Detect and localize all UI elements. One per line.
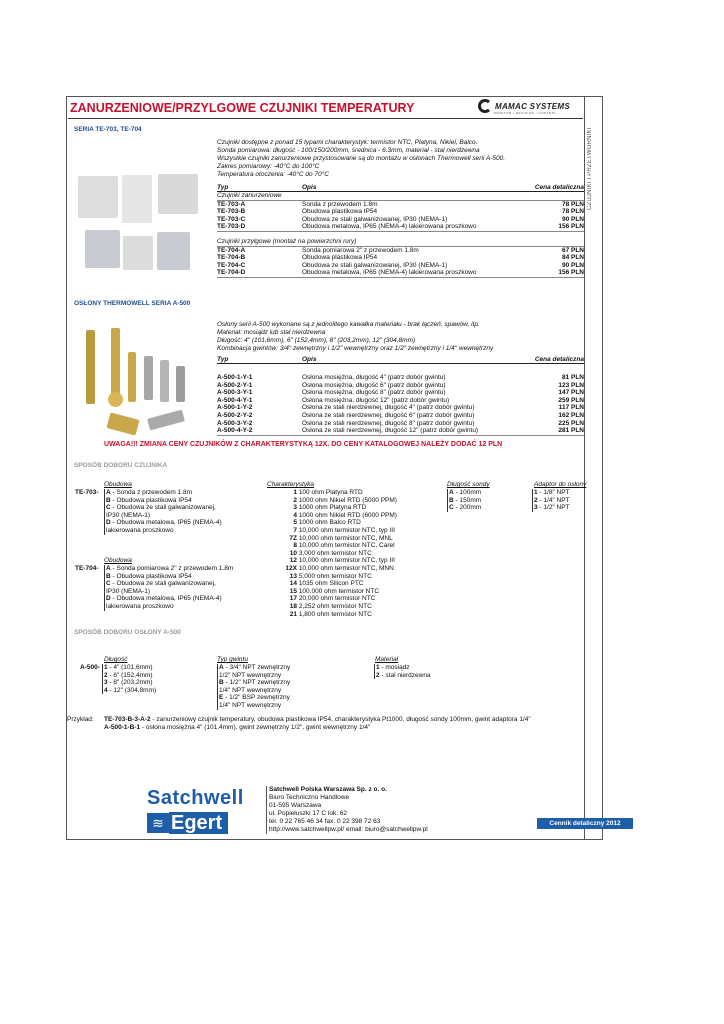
group-label: Czujniki przylgowe (montaż na powierzchni rury) — [217, 238, 584, 247]
sensor-photo-3 — [158, 174, 198, 214]
option-text: - Obudowa metalowa, IP65 (NEMA-4) — [110, 519, 222, 527]
option-text: - Obudowa ze stali galwanizowanej, — [110, 580, 216, 588]
cell-opis: Obudowa metalowa, IP65 (NEMA-4) lakierowana proszkowo — [302, 269, 477, 277]
table-row — [217, 420, 584, 428]
characteristic-text: 2,252 ohm termistor NTC — [298, 602, 372, 610]
well-length-item — [104, 672, 156, 680]
material-code: 1 — [376, 664, 380, 671]
thread-text: 1/4" NPT wewnętrzny — [219, 686, 282, 694]
characteristics-list — [280, 489, 397, 618]
option-text: - Sonda pomiarowa 2" z przewodem 1.8m — [110, 565, 234, 572]
address-line: 01-595 Warszawa — [269, 802, 322, 809]
characteristic-text: 3,000 ohm termistor NTC — [298, 549, 372, 557]
cell-typ: TE-703-B — [217, 208, 246, 216]
characteristic-code: 5 — [293, 519, 297, 527]
col-typ: Typ — [217, 356, 229, 363]
characteristic-item — [280, 542, 397, 550]
intro-line: Czujniki dostępne z ponad 15 typami charakterystyk: termistor NTC, Platyna, Nikiel, Balco. — [217, 139, 478, 146]
option-item — [106, 527, 222, 535]
cell-typ: A-500-1-Y-1 — [217, 374, 253, 381]
thread-text: - 1/2" NPT zewnętrzny — [223, 679, 291, 687]
characteristic-code: 7 — [293, 526, 297, 534]
option-text: - Obudowa plastikowa IP54 — [110, 572, 192, 580]
option-code: C — [106, 504, 111, 512]
characteristic-text: 100,000 ohm termistor NTC — [298, 587, 380, 595]
table-row — [217, 269, 584, 278]
option-text: IP30 (NEMA-1) — [106, 511, 151, 519]
characteristic-text: 1000 ohm Nikiel RTD (6000 PPM) — [298, 511, 397, 519]
mamac-logo-tagline: MONITOR • DECISION • CONTROL — [494, 111, 557, 115]
thread-code: E — [219, 694, 224, 702]
cell-typ: A-500-4-Y-2 — [217, 427, 253, 435]
characteristic-item — [280, 595, 397, 603]
option-code: B — [106, 572, 111, 580]
adaptor-code: 3 — [534, 504, 538, 512]
table-row — [217, 262, 584, 270]
characteristic-code: 12X — [285, 564, 297, 572]
cell-opis: Obudowa metalowa, IP65 (NEMA-4) lakierowana proszkowo — [302, 223, 477, 231]
table-row — [217, 389, 584, 397]
characteristic-text: 1000 ohm Nikiel RTD (5000 PPM) — [298, 496, 397, 504]
cell-typ: A-500-4-Y-1 — [217, 396, 253, 404]
well-length-code: 3 — [104, 679, 108, 687]
thread-text: - 3/4" NPT zewnętrzny — [223, 664, 291, 671]
characteristic-code: 7Z — [289, 534, 297, 542]
well-length-text: - 12" (304,8mm) — [107, 686, 157, 694]
thermowell-photo-4 — [128, 352, 136, 402]
cell-cena: 147 PLN — [558, 389, 584, 397]
characteristic-text: 100 ohm Platyna RTD — [298, 489, 363, 496]
cell-typ: TE-704-C — [217, 261, 246, 269]
col-cena: Cena detaliczna — [534, 356, 584, 363]
characteristic-text: 1,800 ohm termistor NTC — [298, 610, 372, 618]
characteristic-item — [280, 497, 397, 505]
length-code: A — [449, 489, 454, 496]
option-code: C — [106, 580, 111, 588]
characteristic-code: 13 — [289, 572, 297, 580]
option-text: lakierowana proszkowo — [106, 526, 174, 534]
table-header — [217, 184, 584, 192]
table-row — [217, 254, 584, 262]
characteristic-item — [280, 588, 397, 596]
option-item — [106, 580, 233, 588]
adaptor-header — [534, 481, 586, 489]
cell-cena: 281 PLN — [558, 427, 584, 435]
thread-text: - 1/2" BSP zewnętrzny — [223, 694, 290, 702]
length-text: - 200mm — [453, 504, 482, 512]
option-item — [106, 504, 222, 512]
thread-code: B — [219, 679, 224, 687]
characteristic-item — [280, 557, 397, 565]
thread-item — [219, 672, 290, 680]
characteristic-code: 2 — [293, 496, 297, 504]
probe-length-list — [447, 489, 481, 512]
characteristic-text: 1000 ohm Balco RTD — [298, 519, 361, 527]
length-code: B — [449, 496, 454, 504]
intro-line: Kombinacja gwintów: 3/4" zewnętrzny i 1/2" wewnętrzny oraz 1/2" zewnętrzny i 1/4" wewnętrzny — [217, 345, 494, 352]
option-item — [106, 573, 233, 581]
col-typ: Typ — [217, 184, 229, 191]
intro-line: Sonda pomiarowa: długość - 100/150/200mm, średnica - 6.3mm, materiał - stal nierdzewna — [217, 147, 480, 154]
col-opis: Opis — [302, 356, 317, 363]
cell-opis: Sonda z przewodem 1.8m — [302, 200, 378, 208]
thread-item — [219, 687, 290, 695]
address-line: Biuro Techniczno Handlowe — [269, 794, 350, 801]
prefix-a500: A-500- — [80, 664, 100, 671]
prefix-te703: TE-703- — [75, 489, 99, 496]
material-header-label: Materiał — [375, 656, 399, 663]
option-text: - Obudowa metalowa, IP65 (NEMA-4) — [110, 595, 222, 603]
length-item — [449, 497, 481, 505]
mamac-logo-text: MAMAC SYSTEMS — [495, 101, 571, 111]
option-code: D — [106, 595, 111, 603]
thread-item — [219, 664, 290, 672]
intro-line: Osłony serii A-500 wykonane są z jednolitego kawałka materiału - brak łączeń, spawów, itp. — [217, 321, 480, 328]
option-code: A — [106, 489, 111, 496]
example-line-1 — [104, 716, 531, 724]
adaptor-list — [532, 489, 570, 512]
characteristic-text: 5,000 ohm termistor NTC — [298, 572, 372, 580]
example-code: A-500-1-B-1 — [104, 724, 141, 731]
option-text: IP30 (NEMA-1) — [106, 587, 151, 595]
thread-list — [217, 664, 290, 710]
characteristic-code: 12 — [289, 557, 297, 565]
characteristic-item — [280, 519, 397, 527]
length-item — [449, 489, 481, 497]
cell-opis: Osłona ze stali nierdzewnej, długość 6" (patrz dobór gwintu) — [302, 411, 475, 419]
characteristic-code: 1 — [293, 489, 297, 496]
material-text: - mosiądz — [379, 664, 410, 671]
table-row — [217, 427, 584, 436]
characteristic-item — [280, 611, 397, 619]
thermowell-photo-5 — [144, 356, 153, 400]
egert-wordmark: Egert — [169, 812, 228, 834]
cell-typ: TE-704-A — [217, 246, 246, 254]
price-list-badge: Cennik detaliczny 2012 — [537, 818, 633, 829]
well-length-text: - 6" (152,4mm) — [107, 671, 153, 679]
egert-row — [147, 812, 244, 834]
cell-opis: Osłona mosiężna, długość 4" (patrz dobór gwintu) — [302, 374, 446, 381]
cell-opis: Osłona ze stali nierdzewnej, długość 8" (patrz dobór gwintu) — [302, 419, 475, 427]
well-length-item — [104, 687, 156, 695]
characteristic-text: 10,000 ohm termistor NTC, Carel — [298, 542, 395, 550]
length-text: - 100mm — [453, 489, 482, 496]
characteristic-item — [280, 535, 397, 543]
characteristic-code: 17 — [289, 595, 297, 603]
section-label-sensor-selection: SPOSÓB DOBORU CZUJNIKA — [74, 462, 168, 469]
characteristic-text: 20,000 ohm termistor NTC — [298, 595, 376, 603]
thread-item — [219, 702, 290, 710]
characteristic-code: 8 — [293, 542, 297, 550]
section-label-a500: OSŁONY THERMOWELL SERIA A-500 — [74, 300, 191, 307]
thread-text: 1/4" NPT wewnętrzny — [219, 701, 282, 709]
cell-opis: Obudowa ze stali galwanizowanej, IP30 (NEMA-1) — [302, 261, 448, 269]
sensor-photo-4 — [85, 230, 120, 268]
table-row — [217, 208, 584, 216]
well-length-header — [104, 656, 127, 664]
adaptor-item — [534, 504, 570, 512]
waves-icon: ≋ — [147, 813, 169, 833]
adaptor-header-label: Adaptor do osłony — [534, 481, 587, 488]
probe-length-header-label: Długość sondy — [447, 481, 490, 488]
characteristic-text: 10,000 ohm termistor NTC, MNL — [298, 534, 393, 542]
well-length-item — [104, 679, 156, 687]
thread-header-label: Typ gwintu — [217, 656, 248, 663]
section-label-well-selection: SPOSÓB DOBORU OSŁONY A-500 — [74, 629, 181, 636]
characteristic-code: 14 — [289, 580, 297, 588]
satchwell-wordmark: Satchwell — [147, 787, 244, 809]
example-label: Przykład: — [67, 716, 94, 723]
characteristic-text: 1035 ohm Silicon PTC — [298, 580, 364, 588]
sensor-photo-5 — [123, 236, 153, 270]
option-item — [106, 512, 222, 520]
thermowell-photo-6 — [160, 360, 169, 402]
characteristic-item — [280, 573, 397, 581]
option-item — [106, 519, 222, 527]
cell-opis: Sonda pomiarowa 2" z przewodem 1.8m — [302, 246, 419, 254]
option-text: - Obudowa ze stali galwanizowanej, — [110, 504, 216, 512]
table-row — [217, 223, 584, 232]
housing-header-label: Obudowa — [104, 557, 132, 564]
characteristic-text: 10,000 ohm termistor NTC, MNN — [298, 564, 394, 572]
cell-typ: TE-704-D — [217, 269, 246, 277]
thread-code: A — [219, 664, 224, 671]
well-length-list — [102, 664, 156, 694]
characteristic-item — [280, 550, 397, 558]
option-item — [106, 497, 222, 505]
material-code: 2 — [376, 671, 380, 679]
adaptor-text: - 1/4" NPT — [537, 496, 570, 504]
adaptor-code: 2 — [534, 496, 538, 504]
characteristics-header — [267, 481, 314, 489]
address-line: tel. 0 22 765 46 34 fax. 0 22 398 72 63 — [269, 818, 381, 825]
cell-cena: 117 PLN — [558, 404, 584, 412]
thread-item — [219, 694, 290, 702]
cell-opis: Obudowa ze stali galwanizowanej, IP30 (NEMA-1) — [302, 215, 448, 223]
intro-line: Zakres pomiarowy: -40°C do 100°C — [217, 163, 320, 170]
example-line-2 — [104, 724, 370, 732]
characteristic-code: 15 — [289, 587, 297, 595]
cell-cena: 90 PLN — [561, 215, 584, 223]
adaptor-text: - 1/2" NPT — [537, 504, 570, 512]
probe-length-header — [447, 481, 490, 489]
table-row — [217, 374, 584, 382]
characteristic-item — [280, 603, 397, 611]
cell-cena: 162 PLN — [558, 411, 584, 419]
sensor-photo-1 — [78, 176, 118, 218]
characteristic-item — [280, 565, 397, 573]
cell-cena: 67 PLN — [561, 246, 584, 254]
housing-header-te704 — [104, 557, 132, 565]
example-text: - zanurzeniowy czujnik temperatury, obudowa plastikowa IP54, charakterystyka Pt1000, długość sondy 100mm, gwint adaptora 1/4" — [150, 716, 531, 723]
well-length-code: 4 — [104, 686, 108, 694]
adaptor-item — [534, 497, 570, 505]
address-line: http://www.satchwellpw.pl/ email: biuro@satchwellpw.pl — [269, 826, 428, 833]
characteristic-item — [280, 527, 397, 535]
characteristic-text: 10,000 ohm termistor NTC, typ III — [298, 557, 395, 565]
table-row — [217, 201, 584, 209]
example-text: - osłona mosiężna 4" (101,4mm), gwint zewnętrzny 1/2", gwint wewnętrzny 1/4" — [140, 724, 371, 731]
group-label: Czujniki zanurzeniowe — [217, 192, 584, 201]
cell-typ: A-500-3-Y-1 — [217, 389, 253, 397]
title-divider — [68, 118, 583, 119]
cell-opis: Osłona mosiężna, długość 6" (patrz dobór gwintu) — [302, 381, 446, 389]
intro-line: Temperatura otoczenia: -40°C do 70°C — [217, 171, 329, 178]
length-text: - 150mm — [453, 496, 482, 504]
cell-cena: 225 PLN — [558, 419, 584, 427]
example-code: TE-703-B-3-A-2 — [104, 716, 151, 723]
characteristic-item — [280, 504, 397, 512]
option-item — [106, 489, 222, 497]
table-header — [217, 356, 584, 364]
options-te703 — [104, 489, 222, 535]
thermowell-photo-7 — [176, 366, 185, 402]
option-text: lakierowana proszkowo — [106, 602, 174, 610]
option-text: - Sonda z przewodem 1.8m — [110, 489, 192, 496]
characteristic-code: 4 — [293, 511, 297, 519]
material-item — [376, 672, 431, 680]
well-length-text: - 8" (203,2mm) — [107, 679, 153, 687]
cell-cena: 156 PLN — [558, 223, 584, 231]
cell-opis: Osłona ze stali nierdzewnej, długość 12" (patrz dobór gwintu) — [302, 427, 479, 435]
page-title: ZANURZENIOWE/PRZYLGOWE CZUJNIKI TEMPERATURY — [70, 101, 415, 115]
cell-typ: A-500-3-Y-2 — [217, 419, 253, 427]
cell-cena: 259 PLN — [558, 396, 584, 404]
characteristic-code: 21 — [289, 610, 297, 618]
table-row — [217, 382, 584, 390]
option-code: A — [106, 565, 111, 572]
characteristic-text: 1000 ohm Platyna RTD — [298, 504, 367, 512]
cell-cena: 84 PLN — [561, 254, 584, 262]
cell-typ: A-500-2-Y-2 — [217, 411, 253, 419]
section-label-te703: SERIA TE-703, TE-704 — [74, 126, 142, 133]
table-row — [217, 216, 584, 224]
thread-header — [217, 656, 248, 664]
table-te703 — [217, 184, 584, 278]
address-line: ul. Popiełuszki 17 C lok. 62 — [269, 810, 348, 817]
cell-opis: Osłona mosiężna, długość 12" (patrz dobór gwintu) — [302, 396, 450, 404]
table-row — [217, 247, 584, 255]
cell-typ: A-500-1-Y-2 — [217, 404, 253, 412]
cell-cena: 156 PLN — [558, 269, 584, 277]
housing-header-te703 — [104, 481, 132, 489]
satchwell-egert-logo — [147, 787, 244, 834]
option-item — [106, 595, 233, 603]
option-code: B — [106, 496, 111, 504]
table-row — [217, 397, 584, 405]
well-length-item — [104, 664, 156, 672]
well-length-code: 2 — [104, 671, 108, 679]
characteristics-header-label: Charakterystyka — [267, 481, 314, 488]
table-a500 — [217, 356, 584, 436]
cell-typ: TE-703-C — [217, 215, 246, 223]
adaptor-code: 1 — [534, 489, 538, 496]
well-length-text: - 4" (101,6mm) — [107, 664, 153, 671]
characteristic-item — [280, 580, 397, 588]
sensor-photo-6 — [157, 232, 190, 270]
characteristic-code: 3 — [293, 504, 297, 512]
company-address — [266, 786, 428, 834]
housing-header-label: Obudowa — [104, 481, 132, 488]
cell-typ: TE-704-B — [217, 254, 246, 262]
well-length-code: 1 — [104, 664, 108, 671]
well-length-header-label: Długość — [104, 656, 128, 663]
material-header — [375, 656, 398, 664]
sensor-photo-2 — [122, 175, 152, 223]
cell-opis: Osłona ze stali nierdzewnej, długość 4" (patrz dobór gwintu) — [302, 404, 475, 412]
price-warning: UWAGA!!! ZMIANA CENY CZUJNIKÓW Z CHARAKTERYSTYKĄ 12X. DO CENY KATALOGOWEJ NALEŻY DODAĆ 12 PLN — [104, 441, 503, 448]
cell-cena: 78 PLN — [561, 200, 584, 208]
length-item — [449, 504, 481, 512]
address-line: Satchwell Polska Warszawa Sp. z o. o. — [269, 786, 387, 793]
option-code: D — [106, 519, 111, 527]
characteristic-item — [280, 489, 397, 497]
cell-cena: 78 PLN — [561, 208, 584, 216]
characteristic-code: 10 — [289, 549, 297, 557]
adaptor-item — [534, 489, 570, 497]
cell-opis: Obudowa plastikowa IP54 — [302, 254, 378, 262]
thread-text: 1/2" NPT wewnętrzny — [219, 671, 282, 679]
option-text: - Obudowa plastikowa IP54 — [110, 496, 192, 504]
intro-line: Wszystkie czujniki zanurzeniowe przystosowane są do montażu w osłonach Thermowell serii A-500. — [217, 155, 506, 162]
characteristic-item — [280, 512, 397, 520]
material-item — [376, 664, 431, 672]
cell-typ: TE-703-D — [217, 223, 246, 231]
option-item — [106, 603, 233, 611]
cell-cena: 123 PLN — [558, 381, 584, 389]
thermowell-photo-1 — [86, 330, 95, 404]
option-item — [106, 565, 233, 573]
material-text: - stal nierdzewna — [379, 671, 431, 679]
option-item — [106, 588, 233, 596]
col-opis: Opis — [302, 184, 317, 191]
cell-typ: TE-703-A — [217, 200, 246, 208]
adaptor-text: - 1/8" NPT — [537, 489, 570, 496]
intro-line: Materiał: mosiądz lub stal nierdzewna — [217, 329, 326, 336]
material-list — [374, 664, 431, 679]
options-te704 — [104, 565, 233, 611]
side-label: CZUJNIKI I PRZETWORNIKI — [587, 127, 593, 210]
intro-a500 — [217, 321, 493, 353]
cell-typ: A-500-2-Y-1 — [217, 381, 253, 389]
characteristic-text: 10,000 ohm termistor NTC, typ III — [298, 526, 395, 534]
cell-cena: 90 PLN — [561, 261, 584, 269]
characteristic-code: 18 — [289, 602, 297, 610]
thermowell-photo-3 — [108, 392, 123, 407]
length-code: C — [449, 504, 454, 512]
col-cena: Cena detaliczna — [534, 184, 584, 191]
table-row — [217, 404, 584, 412]
mamac-logo-icon — [478, 99, 492, 113]
cell-opis: Obudowa plastikowa IP54 — [302, 208, 378, 216]
cell-opis: Osłona mosiężna, długość 8" (patrz dobór gwintu) — [302, 389, 446, 397]
table-row — [217, 412, 584, 420]
intro-line: Długość: 4" (101,6mm), 6" (152,4mm), 8" (203,2mm), 12" (304,8mm) — [217, 337, 416, 344]
cell-cena: 81 PLN — [561, 374, 584, 381]
prefix-te704: TE-704- — [75, 565, 99, 572]
thread-item — [219, 679, 290, 687]
intro-te703 — [217, 139, 505, 179]
